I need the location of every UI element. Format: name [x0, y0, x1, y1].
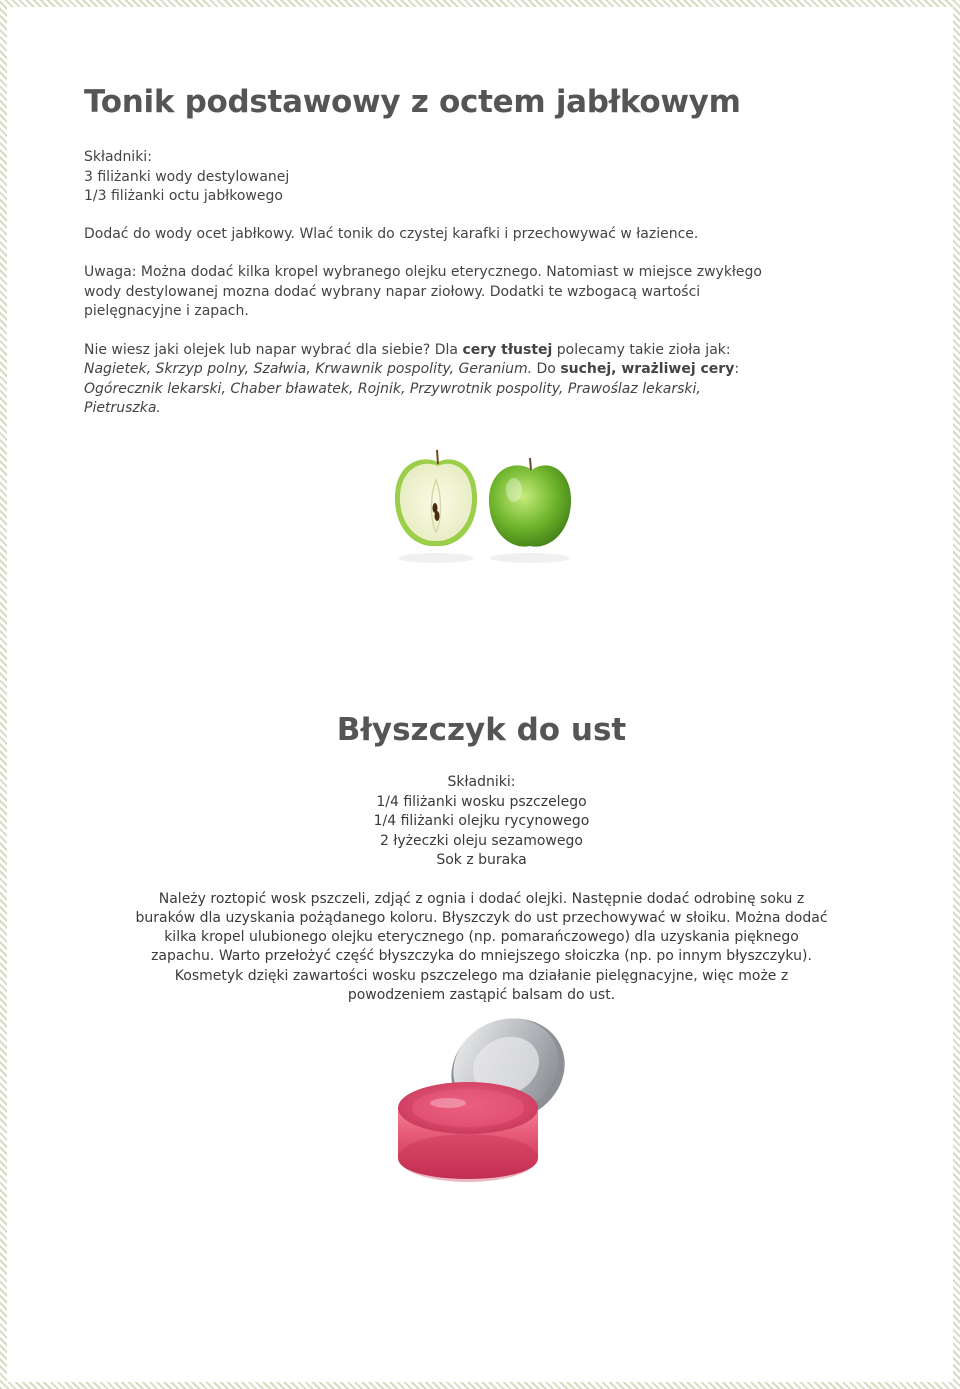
tonic-ingredients [84, 148, 874, 207]
note-line: Uwaga: Można dodać kilka kropel wybranego olejku eterycznego. Natomiast w miejsce zwykłego [84, 264, 762, 280]
ingredient-item: Sok z buraka [436, 852, 527, 868]
oily-skin-label: cery tłustej [462, 341, 553, 358]
ingredients-label: Składniki: [84, 149, 152, 165]
note-line: wody destylowanej mozna dodać wybrany napar ziołowy. Dodatki te wzbogacą wartości [84, 283, 701, 300]
tip-line-1 [84, 341, 874, 361]
lip-balm-image [388, 1008, 568, 1198]
ingredient-item: 1/4 filiżanki olejku rycynowego [373, 813, 590, 829]
dry-herbs: Pietruszka. [84, 400, 161, 416]
tip-text: polecamy takie zioła jak: [552, 341, 731, 358]
ingredient-item: 2 łyżeczki oleju sezamowego [380, 832, 583, 849]
apple-image [390, 440, 580, 570]
lip-gloss-title: Błyszczyk do ust [336, 712, 627, 748]
tonic-tip [84, 341, 874, 419]
instruction-line: buraków dla uzyskania pożądanego koloru. Błyszczyk do ust przechowywać w słoiku. Można dodać [135, 909, 828, 926]
tip-question: Nie wiesz jaki olejek lub napar wybrać dla siebie? [84, 341, 431, 358]
instruction-line: kilka kropel ulubionego olejku eterycznego (np. pomarańczowego) dla uzyskania pięknego [164, 929, 799, 946]
tonic-title: Tonik podstawowy z octem jabłkowym [84, 84, 741, 120]
lip-gloss-section [84, 712, 879, 1005]
tip-line-2 [84, 360, 874, 380]
ingredients-label: Składniki: [447, 774, 516, 790]
lip-gloss-instructions [84, 890, 879, 1006]
tonic-note [84, 263, 874, 322]
oily-herbs: Nagietek, Skrzyp polny, Szałwia, Krwawnik pospolity, Geranium. [84, 361, 533, 377]
tonic-instructions: Dodać do wody ocet jabłkowy. Wlać tonik do czystej karafki i przechowywać w łazience. [84, 225, 699, 242]
instruction-line: Należy roztopić wosk pszczeli, zdjąć z ognia i dodać olejki. Następnie dodać odrobinę soku z [158, 890, 805, 907]
lip-gloss-ingredients [84, 773, 879, 871]
tip-text: : [734, 361, 740, 377]
tip-text: Dla [430, 341, 463, 358]
dry-skin-label: suchej, wrażliwej cery [560, 361, 735, 377]
dry-herbs: Ogórecznik lekarski, Chaber bławatek, Rojnik, Przywrotnik pospolity, Prawoślaz lekarski, [84, 380, 701, 397]
ingredient-item: 1/4 filiżanki wosku pszczelego [376, 793, 587, 810]
tip-text: Do [532, 361, 561, 377]
ingredient-item: 3 filiżanki wody destylowanej [84, 168, 290, 185]
instruction-line: Kosmetyk dzięki zawartości wosku pszczelego ma działanie pielęgnacyjne, więc może z [174, 967, 789, 984]
note-line: pielęgnacyjne i zapach. [84, 303, 249, 319]
instruction-line: powodzeniem zastąpić balsam do ust. [347, 986, 616, 1003]
instruction-line: zapachu. Warto przełożyć część błyszczyka do mniejszego słoiczka (np. po innym błyszczyku). [151, 948, 812, 965]
ingredient-item: 1/3 filiżanki octu jabłkowego [84, 188, 283, 204]
tonic-section [84, 84, 874, 419]
